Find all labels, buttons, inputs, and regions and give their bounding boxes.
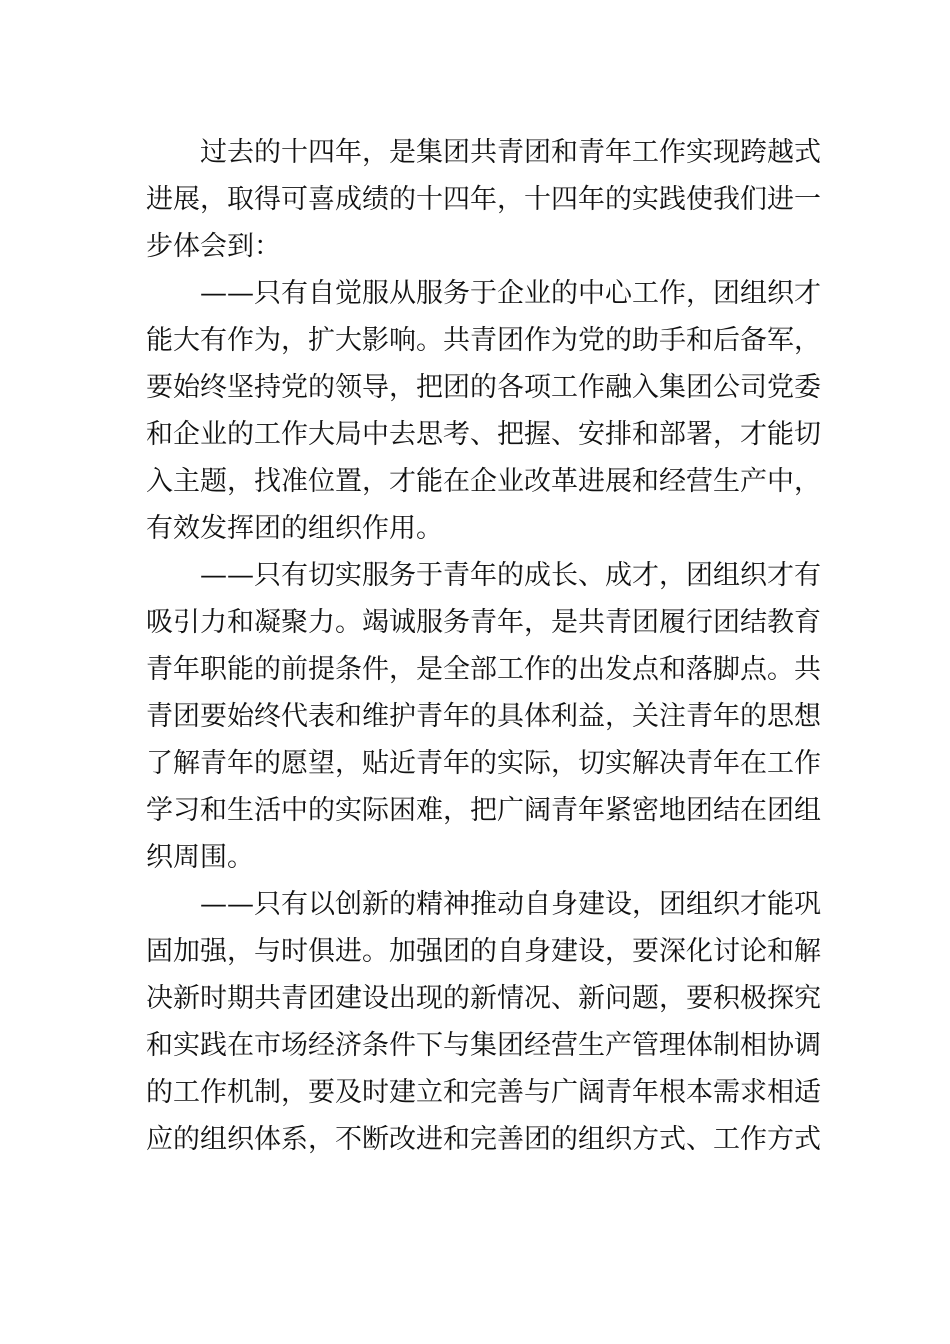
text-line: 的工作机制，要及时建立和完善与广阔青年根本需求相适 bbox=[146, 1077, 821, 1108]
text-line: 入主题，找准位置，才能在企业改革进展和经营生产中， bbox=[146, 466, 821, 497]
text-line: 步体会到： bbox=[146, 231, 281, 262]
text-line: 学习和生活中的实际困难，把广阔青年紧密地团结在团组 bbox=[146, 795, 821, 826]
paragraph-2 bbox=[146, 270, 821, 552]
text-line: 进展，取得可喜成绩的十四年，十四年的实践使我们进一 bbox=[146, 184, 821, 215]
text-line: ——只有自觉服从服务于企业的中心工作，团组织才 bbox=[200, 278, 821, 309]
text-line: 有效发挥团的组织作用。 bbox=[146, 513, 443, 544]
paragraph-3 bbox=[146, 552, 821, 881]
text-line: ——只有切实服务于青年的成长、成才，团组织才有 bbox=[200, 560, 821, 591]
text-line: 过去的十四年，是集团共青团和青年工作实现跨越式 bbox=[200, 137, 821, 168]
text-line: 和实践在市场经济条件下与集团经营生产管理体制相协调 bbox=[146, 1030, 821, 1061]
paragraph-1 bbox=[146, 129, 821, 270]
text-line: ——只有以创新的精神推动自身建设，团组织才能巩 bbox=[200, 889, 821, 920]
text-line: 固加强，与时俱进。加强团的自身建设，要深化讨论和解 bbox=[146, 936, 821, 967]
text-line: 织周围。 bbox=[146, 842, 254, 873]
text-line: 了解青年的愿望，贴近青年的实际，切实解决青年在工作 bbox=[146, 748, 821, 779]
text-line: 应的组织体系，不断改进和完善团的组织方式、工作方式 bbox=[146, 1124, 821, 1155]
text-line: 吸引力和凝聚力。竭诚服务青年，是共青团履行团结教育 bbox=[146, 607, 821, 638]
paragraph-4 bbox=[146, 881, 821, 1163]
text-line: 要始终坚持党的领导，把团的各项工作融入集团公司党委 bbox=[146, 372, 821, 403]
document-body bbox=[146, 129, 821, 1163]
text-line: 和企业的工作大局中去思考、把握、安排和部署，才能切 bbox=[146, 419, 821, 450]
text-line: 能大有作为，扩大影响。共青团作为党的助手和后备军， bbox=[146, 325, 821, 356]
text-line: 决新时期共青团建设出现的新情况、新问题，要积极探究 bbox=[146, 983, 821, 1014]
text-line: 青年职能的前提条件，是全部工作的出发点和落脚点。共 bbox=[146, 654, 821, 685]
text-line: 青团要始终代表和维护青年的具体利益，关注青年的思想 bbox=[146, 701, 821, 732]
